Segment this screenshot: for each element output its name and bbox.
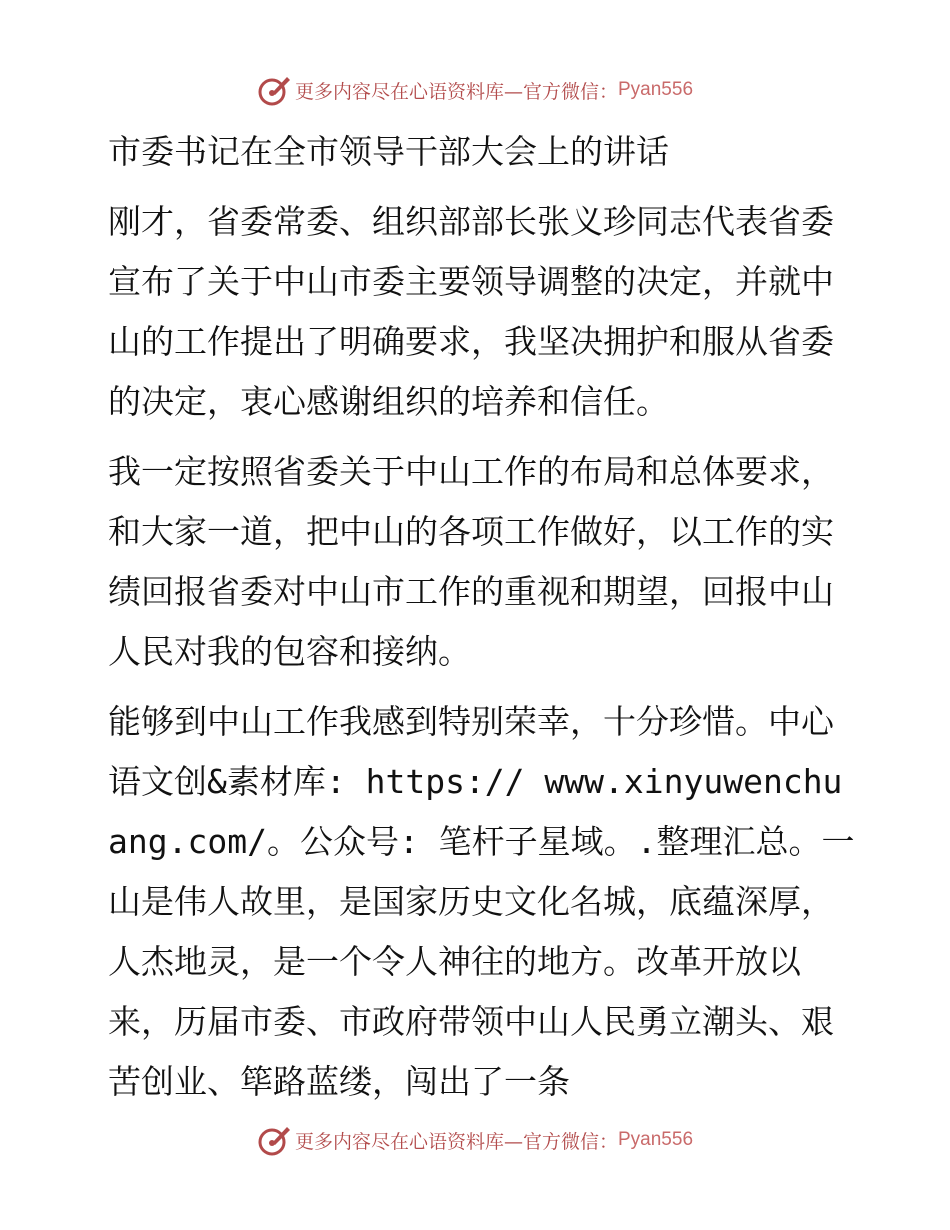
paragraph-1: 刚才，省委常委、组织部部长张义珍同志代表省委宣布了关于中山市委主要领导调整的决定，并就中山的工作提出了明确要求，我坚决拥护和服从省委的决定，衷心感谢组织的培养和信任。 — [108, 202, 834, 421]
pen-nib-circle-icon — [257, 73, 291, 107]
paragraph-3: 能够到中山工作我感到特别荣幸，十分珍惜。中心语文创&素材库: https:// www.xinyuwenchuang.com/。公众号: 笔杆子星域。.整理汇总。一山是伟人故里，是国家历史文化名城，底蕴深厚，人杰地灵，是一个令人神往的地方。改革开放以来，历届市委、市政府带领中山人民勇立潮头、艰苦创业、筚路蓝缕，闯出了一条 — [108, 702, 855, 1101]
document-title: 市委书记在全市领导干部大会上的讲话 — [108, 132, 669, 171]
watermark-banner-bottom — [0, 1120, 950, 1160]
pen-nib-circle-icon — [257, 1123, 291, 1157]
watermark-banner-top — [0, 70, 950, 110]
watermark-text: 更多内容尽在心语资料库—官方微信： — [294, 1130, 618, 1153]
paragraph-2: 我一定按照省委关于中山工作的布局和总体要求，和大家一道，把中山的各项工作做好，以工作的实绩回报省委对中山市工作的重视和期望，回报中山人民对我的包容和接纳。 — [108, 452, 834, 671]
watermark-handle: Pyan556 — [618, 1129, 694, 1150]
watermark-handle: Pyan556 — [618, 79, 694, 100]
watermark-text: 更多内容尽在心语资料库—官方微信： — [294, 80, 618, 103]
document-body — [98, 120, 858, 1112]
